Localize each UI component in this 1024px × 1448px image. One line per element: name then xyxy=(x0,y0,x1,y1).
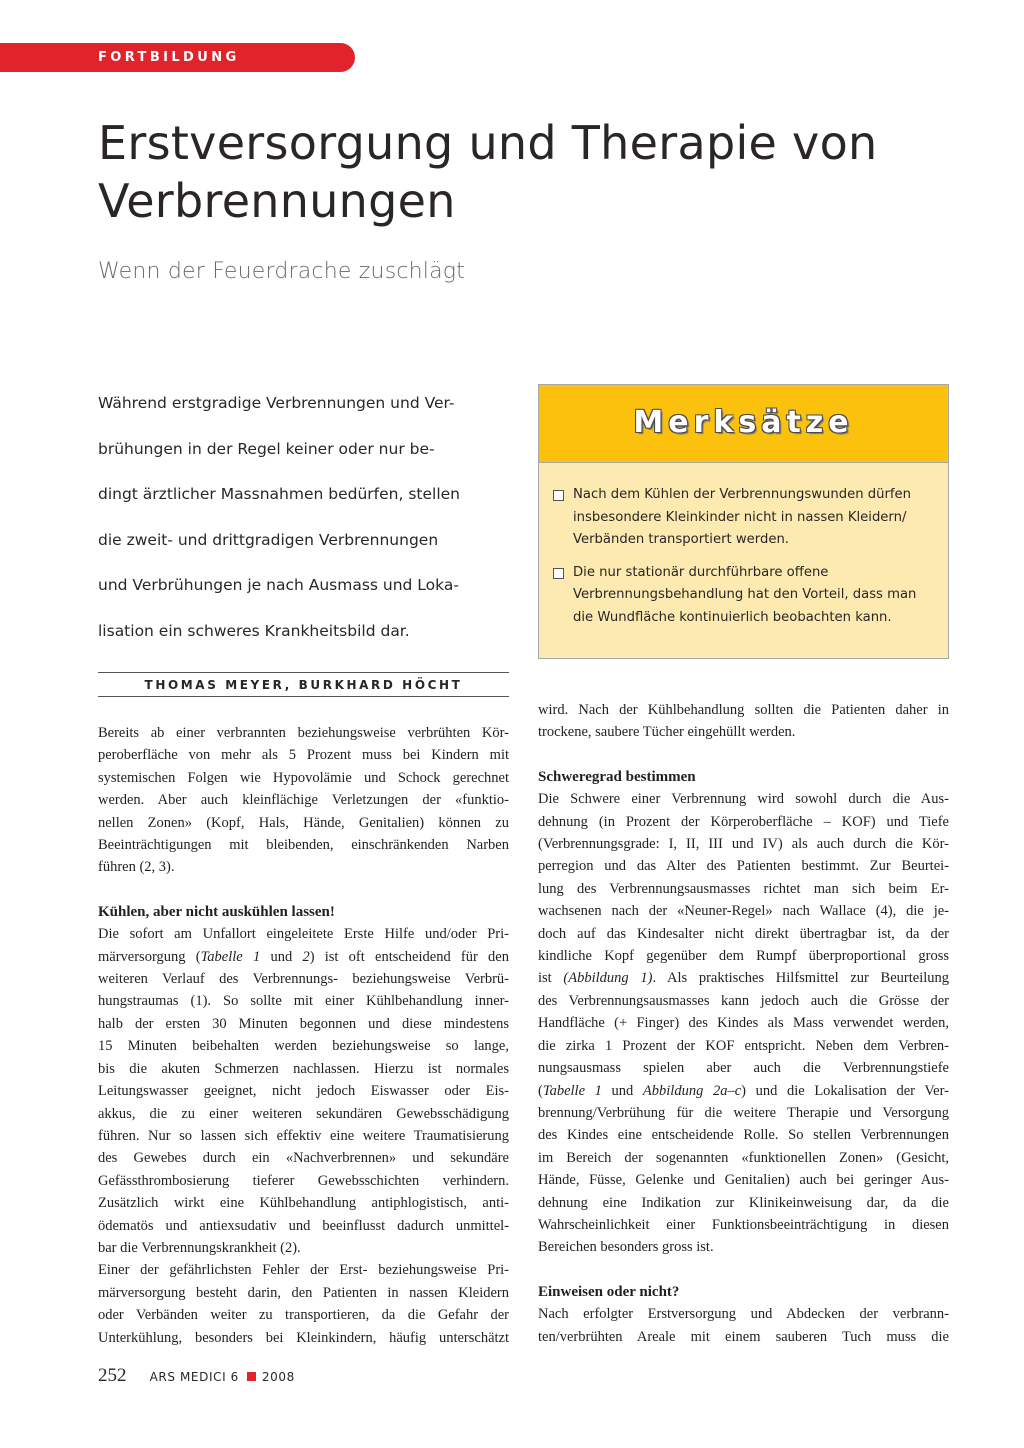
text-line: akkus, die zu einer weiteren sekundären Gewebsschädigung xyxy=(98,1105,509,1122)
text-run: und xyxy=(601,1082,643,1099)
text-run: ist xyxy=(538,970,564,987)
text-line: halb der ersten 30 Minuten begonnen und diese mindestens xyxy=(98,1015,509,1032)
text-line: oder Verbänden weiter zu transportieren, da die Gefahr der xyxy=(98,1307,509,1324)
text-line: lung des Verbrennungsausmasses richtet man sich beim Er- xyxy=(538,880,949,897)
text-line: des Verbrennungsausmasses kann jedoch auch die Grösse der xyxy=(538,992,949,1009)
text-line xyxy=(538,1080,949,1102)
body-column-left xyxy=(98,722,509,1349)
body-column-right xyxy=(538,699,949,1348)
text-line: Unterkühlung, besonders bei Kleinkindern, häufig unterschätzt xyxy=(98,1329,509,1346)
section-heading: Schweregrad bestimmen xyxy=(538,768,696,785)
checkbox-square-icon xyxy=(553,490,564,501)
lead-line: brühungen in der Regel keiner oder nur be- xyxy=(98,439,435,458)
key-point-item xyxy=(553,484,936,552)
key-points-header xyxy=(539,385,948,463)
text-line: werden. Aber auch kleinflächige Verletzungen der «funktio- xyxy=(98,792,509,809)
red-square-icon xyxy=(247,1372,256,1381)
lead-line: lisation ein schweres Krankheitsbild dar. xyxy=(98,621,410,640)
table-ref: 2 xyxy=(302,948,310,965)
text-line: märversorgung besteht darin, den Patienten in nassen Kleidern xyxy=(98,1284,509,1301)
text-line: 15 Minuten beibehalten werden beziehungsweise so lange, xyxy=(98,1038,509,1055)
text-line: nungsausmass spielen aber auch die Verbrennungstiefe xyxy=(538,1060,949,1077)
key-points-heading: Merksätze xyxy=(633,405,854,440)
lead-line: und Verbrühungen je nach Ausmass und Loka- xyxy=(98,576,459,595)
text-line: Bereichen besonders gross ist. xyxy=(538,1239,714,1256)
paragraph-cooling xyxy=(98,923,509,1259)
text-line: ödematös und antiexsudativ und beeinflusst dadurch unmittel- xyxy=(98,1217,509,1234)
text-line: des Gewebes durch ein «Nachverbrennen» und sekundäre xyxy=(98,1150,509,1167)
table-ref: Tabelle 1 xyxy=(200,948,261,965)
text-line: Wahrscheinlichkeit einer Funktionsbeeinträchtigung in diesen xyxy=(538,1216,949,1233)
paragraph-intro xyxy=(98,722,509,879)
text-line: Bereits ab einer verbrannten beziehungsweise verbrühten Kör- xyxy=(98,725,509,741)
text-line: Handfläche (+ Finger) des Kindes als Mass verwendet werden, xyxy=(538,1015,949,1032)
lead-line: Während erstgradige Verbrennungen und Ver- xyxy=(98,394,455,412)
paragraph-transport xyxy=(98,1259,509,1349)
key-points-box xyxy=(538,384,949,659)
journal-year: 2008 xyxy=(261,1370,295,1384)
text-line: Leitungswasser geeignet, nicht jedoch Eiswasser oder Eis- xyxy=(98,1083,509,1100)
text-line: dehnung (in Prozent der Körperoberfläche – KOF) und Tiefe xyxy=(538,813,949,830)
text-line: im Bereich der sogenannten «funktionellen Zonen» (Gesicht, xyxy=(538,1149,949,1166)
text-line: Die Schwere einer Verbrennung wird sowohl durch die Aus- xyxy=(538,791,949,808)
text-line: des Kindes eine entscheidende Rolle. So stellen Verbrennungen xyxy=(538,1127,949,1144)
text-line: die zirka 1 Prozent der KOF entspricht. Neben dem Verbren- xyxy=(538,1037,949,1054)
text-line: brennung/Verbrühung für die weitere Therapie und Versorgung xyxy=(538,1104,949,1121)
lead-paragraph xyxy=(98,381,528,655)
text-line: wachsenen nach der «Neuner-Regel» nach Wallace (4), die je- xyxy=(538,903,949,920)
text-line xyxy=(538,967,949,989)
key-points-list xyxy=(539,463,948,629)
text-line: doch auf das Kindesalter nicht direkt übertragbar ist, da der xyxy=(538,925,949,942)
paragraph-referral xyxy=(538,1303,949,1348)
text-line: führen (2, 3). xyxy=(98,859,175,876)
article-title: Erstversorgung und Therapie von Verbrennungen xyxy=(98,116,878,228)
text-line: Gefässthrombosierung tieferer Gewebsschichten verhindern. xyxy=(98,1172,509,1189)
text-line: bis die akuten Schmerzen nachlassen. Hierzu ist normales xyxy=(98,1060,509,1077)
text-line: hungstraumas (1). So sollte mit einer Kühlbehandlung inner- xyxy=(98,993,509,1010)
key-point-text: Nach dem Kühlen der Verbrennungswunden dürfen insbesondere Kleinkinder nicht in nassen Kleidern/ Verbänden transportiert werden. xyxy=(573,487,912,547)
text-line: Einer der gefährlichsten Fehler der Erst- beziehungsweise Pri- xyxy=(98,1262,509,1279)
page-number: 252 xyxy=(98,1365,127,1386)
table-ref: Tabelle 1 xyxy=(542,1082,602,1099)
text-line: dehnung eine Indikation zur Klinikeinweisung dar, da die xyxy=(538,1194,949,1211)
section-band xyxy=(0,43,355,72)
key-point-text: Die nur stationär durchführbare offene Verbrennungsbehandlung hat den Vorteil, dass man die Wundfläche kontinuierlich beobachten kann. xyxy=(573,564,917,625)
key-point-item xyxy=(553,562,936,630)
text-line xyxy=(98,946,509,968)
text-line: Beeinträchtigungen mit bleibenden, einschränkenden Narben xyxy=(98,837,509,854)
text-line: peroberfläche von mehr als 5 Prozent muss bei Kindern mit xyxy=(98,747,509,764)
section-heading: Einweisen oder nicht? xyxy=(538,1283,680,1300)
lead-line: die zweit- und drittgradigen Verbrennungen xyxy=(98,530,439,549)
paragraph-severity xyxy=(538,788,949,1259)
text-line: nellen Zonen» (Kopf, Hals, Hände, Genitalien) können zu xyxy=(98,814,509,831)
lead-line: dingt ärztlicher Massnahmen bedürfen, stellen xyxy=(98,485,460,504)
text-line: perregion und das Alter des Patienten bestimmt. Zur Beurtei- xyxy=(538,858,949,875)
page-footer xyxy=(98,1365,295,1387)
text-run: . Als praktisches Hilfsmittel zur Beurteilung xyxy=(652,970,950,987)
text-line: Nach erfolgter Erstversorgung und Abdecken der verbrann- xyxy=(538,1306,949,1323)
text-line: trockene, saubere Tücher eingehüllt werden. xyxy=(538,724,796,741)
text-run: ( xyxy=(538,1082,543,1099)
text-line: wird. Nach der Kühlbehandlung sollten die Patienten daher in xyxy=(538,702,949,718)
text-line: systemischen Folgen wie Hypovolämie und Schock gerechnet xyxy=(98,769,509,786)
text-line: führen. Nur so lassen sich effektiv eine weitere Traumatisierung xyxy=(98,1127,509,1144)
journal-name: ARS MEDICI 6 xyxy=(149,1370,239,1384)
paragraph-continuation xyxy=(538,699,949,744)
text-line: ten/verbrühten Areale mit einem sauberen Tuch muss die xyxy=(538,1328,949,1345)
text-line: Die sofort am Unfallort eingeleitete Erste Hilfe und/oder Pri- xyxy=(98,926,509,943)
figure-ref: Abbildung 2a–c xyxy=(642,1082,742,1099)
text-line: kindliche Kopf gegenüber dem Rumpf überproportional gross xyxy=(538,948,949,965)
text-line: bar die Verbrennungskrankheit (2). xyxy=(98,1239,301,1256)
author-byline xyxy=(98,672,509,697)
text-line: weiteren Verlauf des Verbrennungs- beziehungsweise Verbrü- xyxy=(98,971,509,988)
section-heading: Kühlen, aber nicht auskühlen lassen! xyxy=(98,903,335,920)
text-line: Zusätzlich wirkt eine Kühlbehandlung antiphlogistisch, anti- xyxy=(98,1195,509,1212)
figure-ref: (Abbildung 1) xyxy=(563,970,653,987)
text-run: märversorgung ( xyxy=(98,948,201,965)
text-run: und xyxy=(260,948,303,965)
section-label: FORTBILDUNG xyxy=(98,50,240,65)
text-line: (Verbrennungsgrade: I, II, III und IV) als auch durch die Kör- xyxy=(538,836,949,853)
text-line: Hände, Füsse, Gelenke und Genitalien) auch bei geringer Aus- xyxy=(538,1172,949,1189)
checkbox-square-icon xyxy=(553,568,564,579)
author-names: THOMAS MEYER, BURKHARD HÖCHT xyxy=(144,678,463,692)
text-run: ) und die Lokalisation der Ver- xyxy=(741,1082,949,1099)
article-subtitle: Wenn der Feuerdrache zuschlägt xyxy=(98,259,466,284)
text-run: ) ist oft entscheidend für den xyxy=(309,948,509,965)
